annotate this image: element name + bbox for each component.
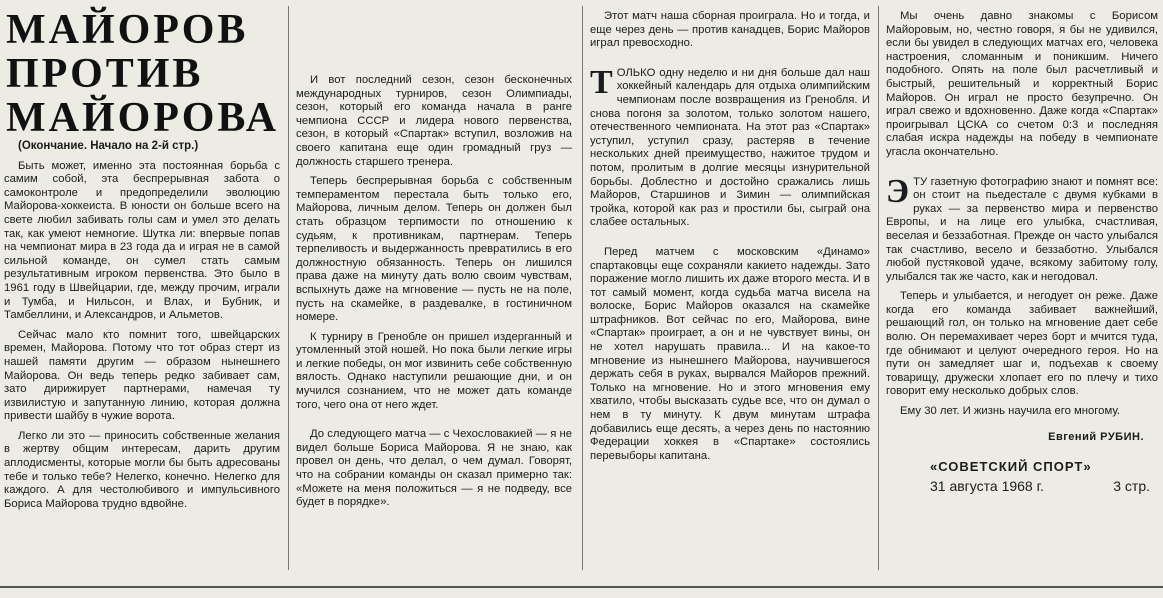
paragraph: И вот последний сезон, сезон бесконечных международных турниров, сезон Олимпиады, сезон, который его команда начала в ранге чемпиона СССР и лидера нового первенства, сезон, в который «Спартак» вступил, возложив на своего капитана еще один громадный груз — должность старшего тренера. [296, 74, 572, 168]
page-number: 3 стр. [1113, 477, 1150, 494]
author-signature: Евгений РУБИН. [1048, 430, 1144, 443]
paragraph: К турниру в Гренобле он пришел издерганный и утомленный этой ношей. Но пока были легкие игры и легкие победы, он мог извинить себе собственную вялость. Однако наступили решающие дни, и он мучился сознанием, что не может дать команде того, чего она от него ждет. [296, 330, 572, 411]
headline: МАЙОРОВ ПРОТИВ МАЙОРОВА [6, 7, 280, 141]
paragraph: Мы очень давно знакомы с Борисом Майоровым, но, честно говоря, я бы не удивился, если бы увидел в следующих матчах его, человека настроения, сломанным и поникшим. Ничего подобного. Опять на поле был расчетливый и быстрый, решительный и корректный Борис Майоров. Он играл не просто безупречно. Он играл свежо и вдохновенно. Даже когда «Спартак» проигрывал ЦСКА со счетом 0:3 и последняя слабая искра надежды на победу в чемпионате угасла окончательно. [886, 10, 1158, 158]
article-column-4 [886, 0, 1158, 598]
column-divider [878, 6, 879, 570]
newspaper-source: «СОВЕТСКИЙ СПОРТ» [930, 459, 1092, 475]
dateline [930, 477, 1158, 494]
continuation-note: (Окончание. Начало на 2-й стр.) [18, 140, 199, 152]
drop-cap: Т [590, 63, 613, 101]
paragraph: Теперь беспрерывная борьба с собственным темпераментом перестала быть только его, Майорова, личным делом. Теперь он должен был стать образцом терпимости по отношению к судьям, к противникам, партнерам. Теперь терпеливость и выдержанность превратились в его должностную обязанность. Теперь он лишился права даже на минуту дать волю своим чувствам, вспыхнуть даже на мгновение — пусть не на поле, пусть на скамейке, в раздевалке, в гостиничном номере. [296, 175, 572, 324]
paragraph: ЭТУ газетную фотографию знают и помнят все: он стоит на пьедестале с двумя кубками в руках — за первенство мира и первенство Европы, и на лице его улыбка, счастливая, веселая и беззаботная. Прежде он часто улыбался так счастливо, весело и беззаботно. Улыбался любой пустяковой удаче, всякому забитому голу, улыбался так же часто, как и негодовал. [886, 172, 1158, 283]
paragraph: Быть может, именно эта постоянная борьба с самим собой, эта беспрерывная забота о самоконтроле и предопределили эволюцию Майорова-хоккеиста. В юности он больше всего на свете любил забивать голы сам и умел это делать так, как умеют немногие. Шутка ли: впервые попав на чемпионат мира в 23 года да и играя не в самой сильной команде, он сумел стать самым результативным игроком первенства. Это было в 1961 году в Швейцарии, где, между прочим, играли и Тумба, и Нильсон, и Влах, и Бубник, и Тамбеллини, и Александров, и Альметов. [4, 159, 280, 322]
column-divider [582, 6, 583, 570]
paragraph: ТОЛЬКО одну неделю и ни дня больше дал наш хоккейный календарь для отдыха олимпийским чемпионам после возвращения из Гренобля. И снова погоня за золотом, только золотом нашего, отечественного чемпионата. На этот раз «Спартак» уступил, уступил сразу, растеряв в течение нескольких дней преимущество, нажитое трудом и потом, пролитым в долгие месяцы изнурительной борьбы. Доблестно и достойно сражались лишь Майоров, Старшинов и Зимин — олимпийская тройка, которой как раз и простили бы, сыграй она слабее остальных. [590, 63, 870, 229]
drop-cap: Э [886, 172, 910, 210]
issue-date: 31 августа 1968 г. [930, 477, 1044, 494]
article-column-2 [296, 0, 572, 598]
column-divider [288, 6, 289, 570]
paragraph: Сейчас мало кто помнит того, швейцарских времен, Майорова. Потому что тот образ стерт из нашей памяти другим — образом нынешнего Майорова. Он ведь теперь редко забивает сам, зато дирижирует партнерами, намечая ту извилистую и запутанную линию, которая должна привести шайбу в чужие ворота. [4, 328, 280, 423]
paragraph: Теперь и улыбается, и негодует он реже. Даже когда его команда забивает важнейший, решающий гол, он только на мгновение дает себе волю. Он перемахивает через борт и мчится туда, где обнимают и целуют очередного героя. Но на пути он замедляет шаг и, подъехав к своему товарищу, дружески хлопает его по плечу и тихо говорит ему несколько добрых слов. [886, 290, 1158, 398]
paragraph: Ему 30 лет. И жизнь научила его многому. [900, 405, 1121, 418]
paragraph: Этот матч наша сборная проиграла. Но и тогда, и еще через день — против канадцев, Борис Майоров играл превосходно. [590, 10, 870, 50]
article-column-1 [4, 0, 280, 598]
paragraph: Перед матчем с московским «Динамо» спартаковцы еще сохраняли какието надежды. Зато поражение могло лишить их даже второго места. И в тот самый момент, когда судьба матча висела на волоске, Борис Майоров оказался на скамейке штрафников. Вот сейчас по его, Майорова, вине «Спартак» проиграет, а он и не чувствует вины, он не хотел нарушать правила... И на какое-то мгновение из нынешнего Майорова, научившегося держать себя в руках, вырвался Майоров прежний. Только на мгновение. Но и этого мгновения ему хватило, чтобы высказать судье все, что он думал о нем в ту минуту. К двум минутам штрафа добавились еще десять, а через день по настоянию Федерации хоккея в «Спартаке» состоялись перевыборы капитана. [590, 245, 870, 462]
article-column-3 [590, 0, 870, 598]
paragraph: До следующего матча — с Чехословакией — я не видел больше Бориса Майорова. Я не знаю, как провел он день, что делал, о чем думал. Говорят, что на собрании команды он сказал примерно так: «Можете на меня положиться — я не подведу, все будет в порядке». [296, 428, 572, 509]
paragraph: Легко ли это — приносить собственные желания в жертву общим интересам, дарить другим аплодисменты, которые могли бы быть адресованы тебе и только тебе? Нелегко, конечно. Нелегко для каждого. А для честолюбивого и импульсивного Бориса Майорова трудно вдвойне. [4, 429, 280, 510]
